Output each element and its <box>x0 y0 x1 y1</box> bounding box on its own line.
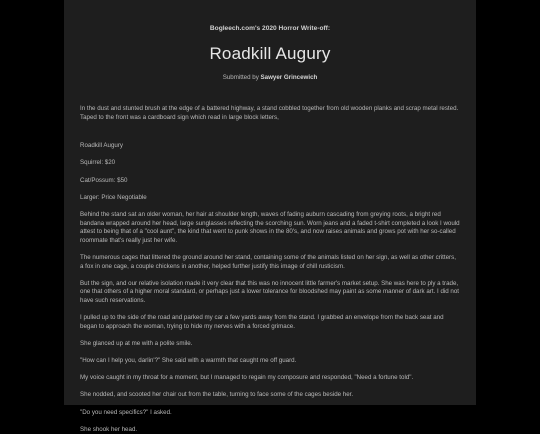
story-paragraph: She shook her head. <box>80 425 138 433</box>
story-paragraph: Behind the stand sat an older woman, her hair at shoulder length, waves of fading auburn cascading from greying roots, a bright red bandana wrapped around her head, large sunglasses reflecting the scorching sun. Worn jeans and a faded t-shirt completed a look I would attest to being that of a "cool aunt", the kind that went to punk shows in the 80's, and now raises animals and grows pot with her so-called roommate that's really just her wife. <box>80 210 460 244</box>
page-column <box>64 0 476 433</box>
sign-line: Squirrel: $20 <box>80 159 116 167</box>
sign-heading: Roadkill Augury <box>80 142 123 150</box>
story-paragraph: My voice caught in my throat for a moment, but I managed to regain my composure and responded, "Need a fortune told". <box>80 374 414 382</box>
author-name: Sawyer Grincewich <box>260 74 318 81</box>
story-paragraph: She nodded, and scooted her chair out from the table, turning to face some of the cages beside her. <box>80 391 354 399</box>
byline <box>80 74 460 81</box>
byline-prefix: Submitted by <box>222 74 259 81</box>
story-paragraph: But the sign, and our relative isolation made it very clear that this was no innocent little farmer's market setup. She was here to ply a trade, one that others of a higher moral standard, or perhaps just a lower tolerance for bloodshed may paint as some manner of dark art. I did not have such reservations. <box>80 279 460 304</box>
sign-line: Cat/Possum: $50 <box>80 176 128 184</box>
story-paragraph: I pulled up to the side of the road and parked my car a few yards away from the stand. I grabbed an envelope from the back seat and began to approach the woman, trying to hide my nerves with a forced grimace. <box>80 314 444 330</box>
story-paragraph: "How can I help you, darlin'?" She said with a warmth that caught me off guard. <box>80 357 297 365</box>
article <box>64 25 476 434</box>
sign-line: Larger: Price Negotiable <box>80 193 147 201</box>
story-paragraph: The numerous cages that littered the ground around her stand, containing some of the animals listed on her sign, as well as other critters, a fox in one cage, a couple chickens in another, helped further justify this image of chill rusticism. <box>80 253 456 270</box>
site-kicker: Bogleech.com's 2020 Horror Write-off: <box>209 25 331 32</box>
story-paragraph: She glanced up at me with a polite smile. <box>80 339 193 347</box>
story-title: Roadkill Augury <box>209 44 331 63</box>
story-paragraph: "Do you need specifics?" I asked. <box>80 408 172 416</box>
story-paragraph: In the dust and stunted brush at the edge of a battered highway, a stand cobbled together from old wooden planks and scrap metal rested. Taped to the front was a cardboard sign which read in large block letters, <box>80 105 459 121</box>
story-body <box>80 105 460 434</box>
